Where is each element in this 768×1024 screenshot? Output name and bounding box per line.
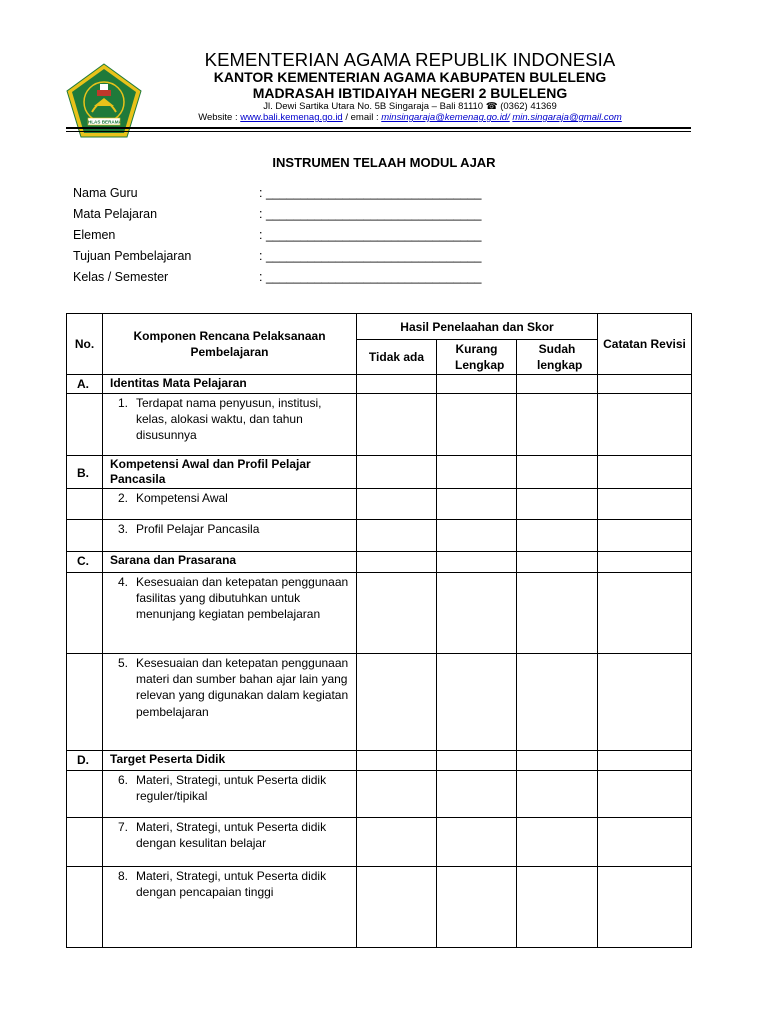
score-cell[interactable] bbox=[517, 520, 598, 552]
website-label: Website : bbox=[198, 112, 241, 123]
item-number: 2. bbox=[117, 491, 128, 505]
notes-cell[interactable] bbox=[598, 552, 692, 573]
section-row bbox=[67, 375, 692, 394]
score-cell[interactable] bbox=[437, 520, 517, 552]
table-row bbox=[67, 818, 692, 867]
phone-icon: ☎ bbox=[485, 101, 498, 112]
section-title: Target Peserta Didik bbox=[103, 751, 357, 771]
item-number: 8. bbox=[117, 869, 128, 883]
section-row bbox=[67, 456, 692, 489]
table-row bbox=[67, 654, 692, 751]
score-cell[interactable] bbox=[357, 520, 437, 552]
score-cell[interactable] bbox=[357, 394, 437, 456]
section-row bbox=[67, 751, 692, 771]
field-blank[interactable]: : _______________________________ bbox=[259, 249, 482, 263]
item-text: Terdapat nama penyusun, institusi, kelas, alokasi waktu, dan tahun disusunnya bbox=[136, 396, 322, 443]
table-row bbox=[67, 520, 692, 552]
field-label: Elemen bbox=[73, 228, 116, 242]
score-cell[interactable] bbox=[437, 394, 517, 456]
header-no: No. bbox=[67, 314, 103, 375]
notes-cell[interactable] bbox=[598, 751, 692, 771]
score-cell[interactable] bbox=[517, 375, 598, 394]
item-text: Kesesuaian dan ketepatan penggunaan fasilitas yang dibutuhkan untuk menunjang kegiatan pembelajaran bbox=[136, 575, 349, 622]
score-cell[interactable] bbox=[517, 552, 598, 573]
score-cell[interactable] bbox=[357, 552, 437, 573]
empty-cell bbox=[67, 818, 103, 867]
score-cell[interactable] bbox=[437, 573, 517, 654]
item-cell bbox=[103, 489, 357, 520]
review-table bbox=[66, 313, 692, 948]
item-number: 7. bbox=[117, 820, 128, 834]
score-cell[interactable] bbox=[357, 375, 437, 394]
item-text: Kesesuaian dan ketepatan penggunaan materi dan sumber bahan ajar lain yang relevan yang digunakan dalam kegiatan pembelajaran bbox=[136, 656, 349, 719]
item-number: 1. bbox=[117, 396, 128, 410]
office-name: KANTOR KEMENTERIAN AGAMA KABUPATEN BULELENG bbox=[213, 69, 607, 85]
score-cell[interactable] bbox=[437, 867, 517, 948]
section-no: D. bbox=[67, 751, 103, 771]
score-cell[interactable] bbox=[517, 751, 598, 771]
score-cell[interactable] bbox=[437, 375, 517, 394]
score-cell[interactable] bbox=[357, 751, 437, 771]
item-number: 6. bbox=[117, 773, 128, 787]
school-name: MADRASAH IBTIDAIYAH NEGERI 2 BULELENG bbox=[252, 85, 568, 101]
field-label: Mata Pelajaran bbox=[73, 207, 158, 221]
score-cell[interactable] bbox=[437, 654, 517, 751]
item-number: 4. bbox=[117, 575, 128, 589]
section-no: A. bbox=[67, 375, 103, 394]
score-cell[interactable] bbox=[517, 456, 598, 489]
score-cell[interactable] bbox=[357, 818, 437, 867]
item-cell bbox=[103, 573, 357, 654]
item-number: 5. bbox=[117, 656, 128, 670]
field-blank[interactable]: : _______________________________ bbox=[259, 207, 482, 221]
separator: / email : bbox=[342, 112, 382, 123]
header-notes: Catatan Revisi bbox=[598, 314, 692, 375]
section-no: C. bbox=[67, 552, 103, 573]
empty-cell bbox=[67, 520, 103, 552]
school-address bbox=[160, 101, 660, 112]
score-cell[interactable] bbox=[357, 489, 437, 520]
item-cell bbox=[103, 867, 357, 948]
item-text: Profil Pelajar Pancasila bbox=[136, 522, 260, 536]
header-rule bbox=[66, 127, 691, 129]
header-result: Hasil Penelaahan dan Skor bbox=[357, 314, 598, 340]
score-cell[interactable] bbox=[517, 867, 598, 948]
score-cell[interactable] bbox=[517, 394, 598, 456]
field-label: Kelas / Semester bbox=[73, 270, 169, 284]
section-title: Identitas Mata Pelajaran bbox=[103, 375, 357, 394]
ministry-name: KEMENTERIAN AGAMA REPUBLIK INDONESIA bbox=[204, 49, 616, 70]
notes-cell[interactable] bbox=[598, 771, 692, 818]
section-title: Sarana dan Prasarana bbox=[103, 552, 357, 573]
item-cell bbox=[103, 654, 357, 751]
header-rule-thin bbox=[66, 131, 691, 132]
contact-line bbox=[130, 112, 690, 123]
score-cell[interactable] bbox=[437, 771, 517, 818]
email-link-1[interactable]: minsingaraja@kemenag.go.id/ bbox=[381, 112, 510, 123]
empty-cell bbox=[67, 654, 103, 751]
field-label: Nama Guru bbox=[73, 186, 138, 200]
field-blank[interactable]: : _______________________________ bbox=[259, 228, 482, 242]
score-cell[interactable] bbox=[517, 818, 598, 867]
notes-cell[interactable] bbox=[598, 520, 692, 552]
logo-text: IKHLAS BERAMAL bbox=[83, 119, 125, 125]
notes-cell[interactable] bbox=[598, 867, 692, 948]
score-cell[interactable] bbox=[437, 552, 517, 573]
section-title: Kompetensi Awal dan Profil Pelajar Pancasila bbox=[103, 456, 357, 489]
score-cell[interactable] bbox=[517, 489, 598, 520]
header-component: Komponen Rencana Pelaksanaan Pembelajaran bbox=[103, 314, 357, 375]
notes-cell[interactable] bbox=[598, 394, 692, 456]
score-cell[interactable] bbox=[357, 654, 437, 751]
document-title: INSTRUMEN TELAAH MODUL AJAR bbox=[272, 155, 496, 170]
table-row bbox=[67, 771, 692, 818]
table-row bbox=[67, 394, 692, 456]
item-text: Kompetensi Awal bbox=[136, 491, 228, 505]
item-number: 3. bbox=[117, 522, 128, 536]
item-cell bbox=[103, 818, 357, 867]
field-label: Tujuan Pembelajaran bbox=[73, 249, 192, 263]
score-cell[interactable] bbox=[357, 456, 437, 489]
section-row bbox=[67, 552, 692, 573]
section-no: B. bbox=[67, 456, 103, 489]
score-cell[interactable] bbox=[517, 573, 598, 654]
score-cell[interactable] bbox=[437, 489, 517, 520]
score-cell[interactable] bbox=[517, 771, 598, 818]
address-text: Jl. Dewi Sartika Utara No. 5B Singaraja – Bali 81110 bbox=[263, 101, 484, 112]
header-tidak-ada: Tidak ada bbox=[357, 340, 437, 375]
empty-cell bbox=[67, 771, 103, 818]
empty-cell bbox=[67, 489, 103, 520]
item-cell bbox=[103, 394, 357, 456]
score-cell[interactable] bbox=[437, 751, 517, 771]
table-row bbox=[67, 867, 692, 948]
notes-cell[interactable] bbox=[598, 456, 692, 489]
score-cell[interactable] bbox=[437, 818, 517, 867]
item-cell bbox=[103, 771, 357, 818]
score-cell[interactable] bbox=[357, 771, 437, 818]
item-text: Materi, Strategi, untuk Peserta didik reguler/tipikal bbox=[136, 773, 327, 804]
phone-text: (0362) 41369 bbox=[500, 101, 557, 112]
table-row bbox=[67, 573, 692, 654]
table-row bbox=[67, 489, 692, 520]
empty-cell bbox=[67, 394, 103, 456]
notes-cell[interactable] bbox=[598, 818, 692, 867]
empty-cell bbox=[67, 573, 103, 654]
header-kurang-lengkap: Kurang Lengkap bbox=[437, 340, 517, 375]
notes-cell[interactable] bbox=[598, 573, 692, 654]
field-blank[interactable]: : _______________________________ bbox=[259, 186, 482, 200]
empty-cell bbox=[67, 867, 103, 948]
notes-cell[interactable] bbox=[598, 375, 692, 394]
score-cell[interactable] bbox=[517, 654, 598, 751]
field-blank[interactable]: : _______________________________ bbox=[259, 270, 482, 284]
email-link-2[interactable]: min.singaraja@gmail.com bbox=[512, 112, 622, 123]
header-sudah-lengkap: Sudah lengkap bbox=[517, 340, 598, 375]
score-cell[interactable] bbox=[357, 573, 437, 654]
item-cell bbox=[103, 520, 357, 552]
item-text: Materi, Strategi, untuk Peserta didik dengan pencapaian tinggi bbox=[136, 869, 327, 900]
score-cell[interactable] bbox=[357, 867, 437, 948]
website-link[interactable]: www.bali.kemenag.go.id bbox=[240, 112, 343, 123]
score-cell[interactable] bbox=[437, 456, 517, 489]
item-text: Materi, Strategi, untuk Peserta didik dengan kesulitan belajar bbox=[136, 820, 327, 851]
notes-cell[interactable] bbox=[598, 654, 692, 751]
notes-cell[interactable] bbox=[598, 489, 692, 520]
